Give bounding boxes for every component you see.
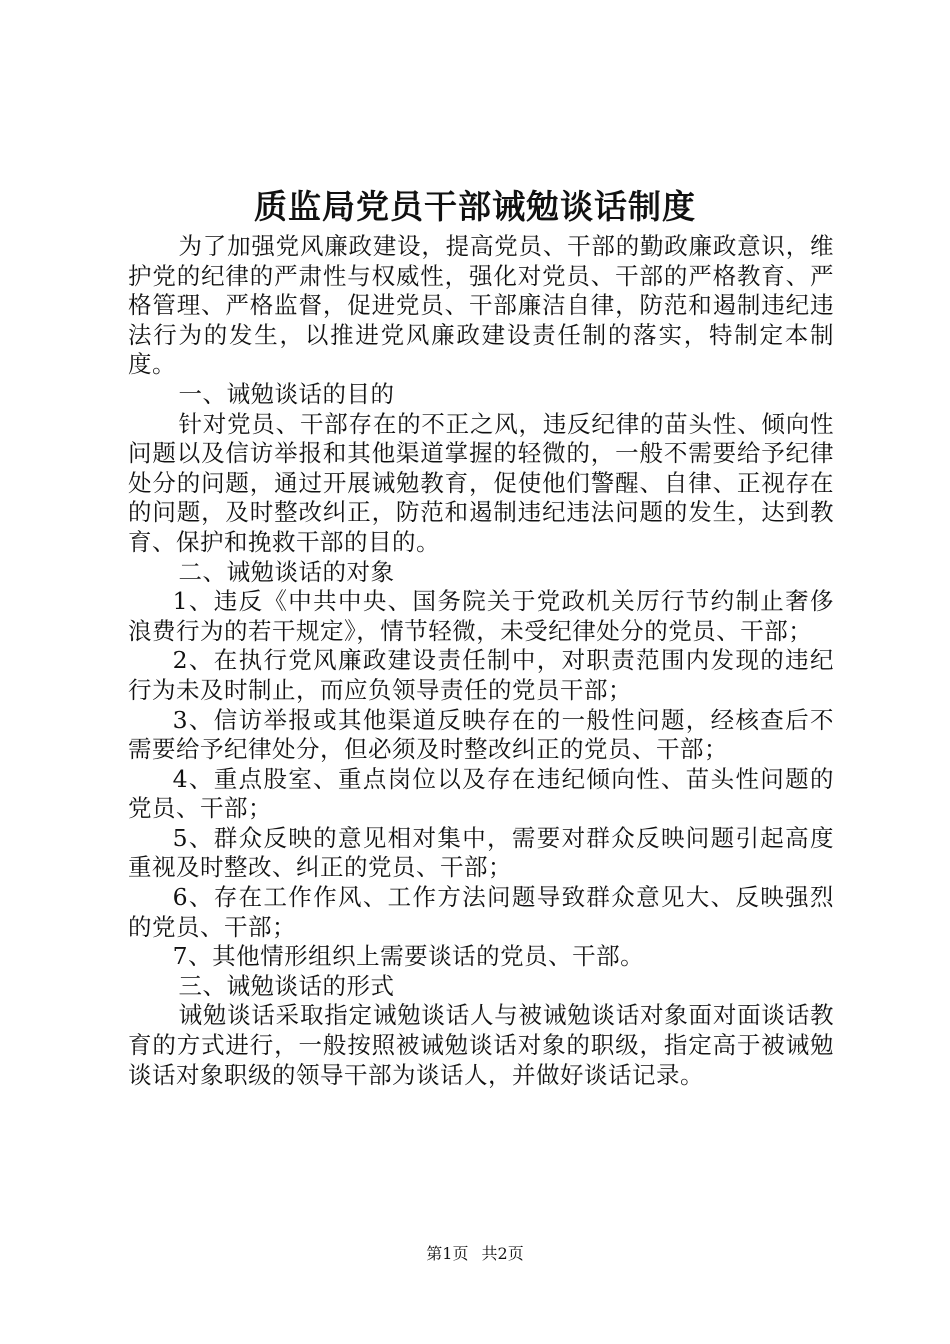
target-item-5: 5、群众反映的意见相对集中，需要对群众反映问题引起高度重视及时整改、纠正的党员、干部； [128, 823, 834, 882]
target-item-2: 2、在执行党风廉政建设责任制中，对职责范围内发现的违纪行为未及时制止，而应负领导责任的党员干部； [128, 646, 834, 704]
document-title: 质监局党员干部诫勉谈话制度 [254, 187, 696, 226]
page-footer [0, 1243, 950, 1265]
target-item-1: 1、违反《中共中央、国务院关于党政机关厉行节约制止奢侈浪费行为的若干规定》，情节轻微，未受纪律处分的党员、干部； [128, 587, 834, 645]
document-body [128, 232, 834, 1090]
page-total: 共2页 [481, 1244, 524, 1263]
section-heading-targets: 二、诫勉谈话的对象 [178, 557, 395, 586]
form-paragraph: 诫勉谈话采取指定诫勉谈话人与被诫勉谈话对象面对面谈话教育的方式进行，一般按照被诫勉谈话对象的职级，指定高于被诫勉谈话对象职级的领导干部为谈话人，并做好谈话记录。 [128, 1001, 834, 1089]
intro-paragraph: 为了加强党风廉政建设，提高党员、干部的勤政廉政意识，维护党的纪律的严肃性与权威性，强化对党员、干部的严格教育、严格管理、严格监督，促进党员、干部廉洁自律，防范和遏制违纪违法行为的发生，以推进党风廉政建设责任制的落实，特制定本制度。 [128, 232, 834, 379]
section-heading-purpose: 一、诫勉谈话的目的 [178, 379, 395, 408]
target-item-3: 3、信访举报或其他渠道反映存在的一般性问题，经核查后不需要给予纪律处分，但必须及时整改纠正的党员、干部； [128, 705, 834, 764]
purpose-paragraph: 针对党员、干部存在的不正之风，违反纪律的苗头性、倾向性问题以及信访举报和其他渠道掌握的轻微的，一般不需要给予纪律处分的问题，通过开展诫勉教育，促使他们警醒、自律、正视存在的问题，及时整改纠正，防范和遏制违纪违法问题的发生，达到教育、保护和挽救干部的目的。 [128, 409, 834, 556]
section-heading-form: 三、诫勉谈话的形式 [178, 971, 395, 1000]
target-item-7: 7、其他情形组织上需要谈话的党员、干部。 [172, 942, 645, 971]
page-number: 第1页 [426, 1244, 469, 1263]
target-item-6: 6、存在工作作风、工作方法问题导致群众意见大、反映强烈的党员、干部； [128, 883, 834, 941]
target-item-4: 4、重点股室、重点岗位以及存在违纪倾向性、苗头性问题的党员、干部； [128, 764, 834, 823]
